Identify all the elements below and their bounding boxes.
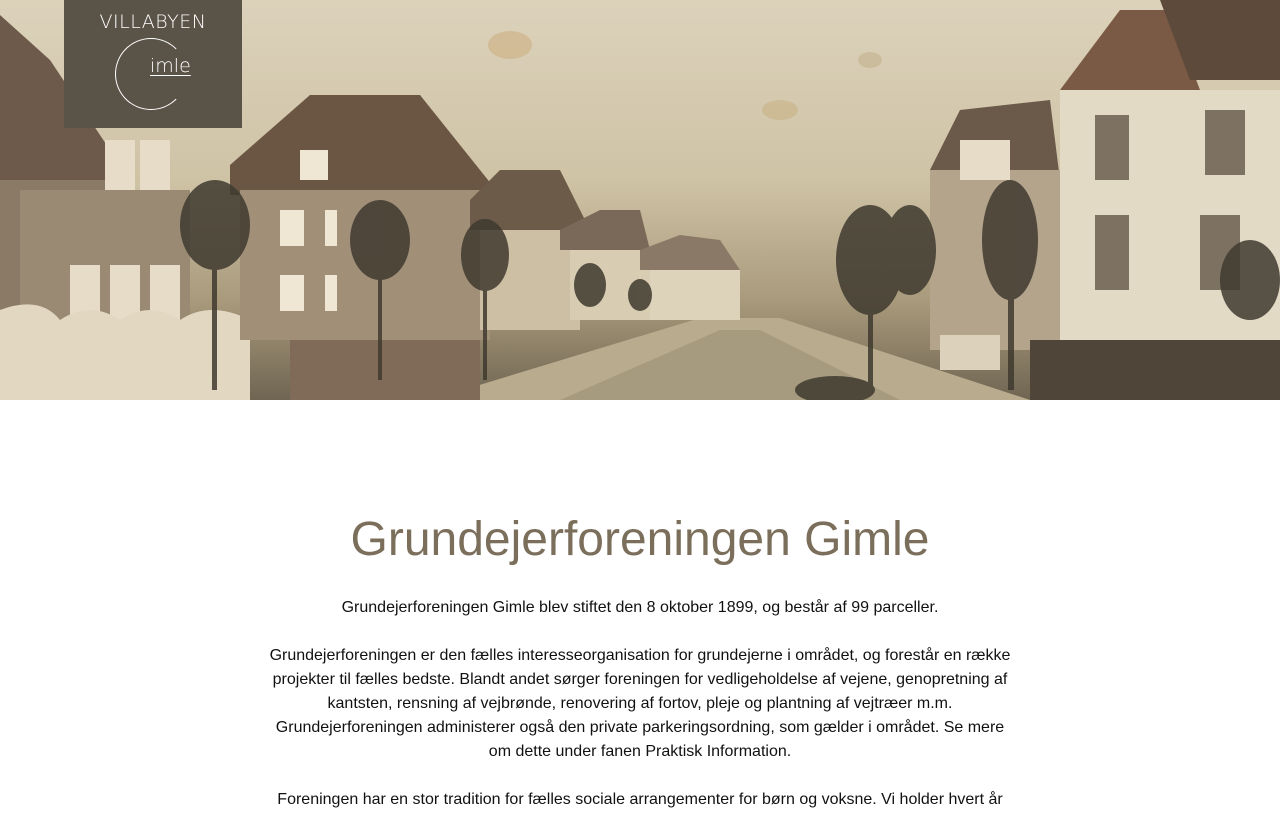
main-content xyxy=(264,500,1016,836)
logo-word-text: imle xyxy=(150,55,191,77)
social-paragraph: Foreningen har en stor tradition for fælles sociale arrangementer for børn og voksne. Vi holder hvert år xyxy=(277,791,1003,808)
page-title: Grundejerforeningen Gimle xyxy=(350,513,930,566)
logo-top-text: VILLABYEN xyxy=(99,11,207,33)
intro-paragraph: Grundejerforeningen Gimle blev stiftet den 8 oktober 1899, og består af 99 parceller. xyxy=(341,599,939,616)
association-paragraph: Grundejerforeningen er den fælles interesseorganisation for grundejerne i området, og forestår en række projekter til fælles bedste. Blandt andet sørger foreningen for vedligeholdelse af vejene, genopretning af kantsten, rensning af vejbrønde, renovering af fortov, pleje og plantning af vejtræer m.m. Grundejerforeningen administerer også den private parkeringsordning, som gælder i området. Se mere om dette under fanen Praktisk Information. xyxy=(269,647,1011,760)
site-logo[interactable] xyxy=(64,0,242,128)
